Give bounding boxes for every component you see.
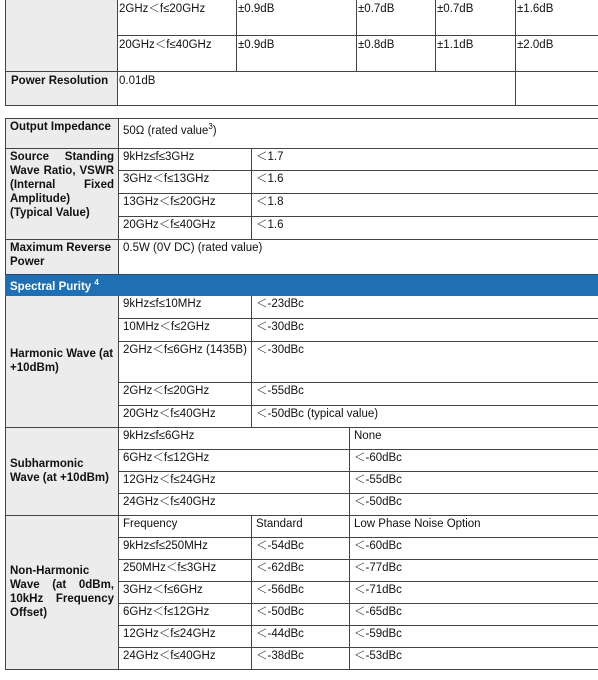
freq-range-cell: 9kHz≤f≤3GHz xyxy=(119,149,252,171)
freq-range-cell: 20GHz＜f≤40GHz xyxy=(119,405,252,427)
value-cell: ＜-30dBc xyxy=(252,341,598,382)
column-header: Frequency xyxy=(119,515,252,537)
value-cell: ＜-23dBc xyxy=(252,295,598,318)
value-cell: ＜1.8 xyxy=(252,194,598,217)
value-cell: ＜-77dBc xyxy=(350,559,598,581)
freq-range-cell: 3GHz＜f≤6GHz xyxy=(119,581,252,603)
value-cell: ±0.7dB xyxy=(357,0,436,36)
freq-range-cell: 3GHz＜f≤13GHz xyxy=(119,171,252,194)
freq-range-cell: 24GHz＜f≤40GHz xyxy=(119,493,350,515)
value-cell: ±1.1dB xyxy=(436,36,516,72)
value-cell: ＜1.7 xyxy=(252,149,598,171)
value-cell: ＜-60dBc xyxy=(350,537,598,559)
table-row xyxy=(6,119,598,149)
freq-range-cell: 20GHz＜f≤40GHz xyxy=(118,36,237,72)
freq-range-cell: 6GHz＜f≤12GHz xyxy=(119,449,350,471)
freq-range-cell: 10MHz＜f≤2GHz xyxy=(119,318,252,341)
section-header xyxy=(6,275,598,296)
freq-range-cell: 9kHz≤f≤250MHz xyxy=(119,537,252,559)
column-header: Low Phase Noise Option xyxy=(350,515,598,537)
value-cell: None xyxy=(350,427,598,449)
freq-range-cell: 20GHz＜f≤40GHz xyxy=(119,217,252,240)
table-row xyxy=(6,0,598,36)
spec-table xyxy=(5,118,598,670)
freq-range-cell: 9kHz≤f≤10MHz xyxy=(119,295,252,318)
value-cell: ＜-50dBc (typical value) xyxy=(252,405,598,427)
value-cell: ±2.0dB xyxy=(516,36,598,72)
freq-range-cell: 12GHz＜f≤24GHz xyxy=(119,625,252,647)
freq-range-cell: 2GHz＜f≤20GHz xyxy=(119,382,252,405)
value-cell: ＜-60dBc xyxy=(350,449,598,471)
table-header-row xyxy=(6,515,598,537)
value-cell: ＜1.6 xyxy=(252,171,598,194)
table-row xyxy=(6,149,598,171)
value-cell: ＜-55dBc xyxy=(350,471,598,493)
value-cell: ＜-30dBc xyxy=(252,318,598,341)
nonharmonic-label: Non-Harmonic Wave (at 0dBm, 10kHz Frequency Offset) xyxy=(6,515,119,669)
table-row xyxy=(6,295,598,318)
row-label-cell xyxy=(6,0,118,72)
freq-range-cell: 12GHz＜f≤24GHz xyxy=(119,471,350,493)
power-resolution-value: 0.01dB xyxy=(118,72,516,106)
value-cell: ＜-65dBc xyxy=(350,603,598,625)
spectral-purity-title: Spectral Purity $^4$ xyxy=(6,275,598,296)
value-cell: ±0.8dB xyxy=(357,36,436,72)
value-cell: ±1.6dB xyxy=(516,0,598,36)
output-impedance-label: Output Impedance xyxy=(6,119,119,149)
value-cell: ±0.7dB xyxy=(436,0,516,36)
freq-range-cell: 13GHz＜f≤20GHz xyxy=(119,194,252,217)
freq-range-cell: 2GHz＜f≤6GHz (1435B) xyxy=(119,341,252,382)
empty-cell xyxy=(516,72,598,106)
amplitude-accuracy-table xyxy=(5,0,598,106)
output-impedance-value: 50Ω (rated value$^3$) xyxy=(119,119,598,149)
value-cell: ＜-62dBc xyxy=(252,559,350,581)
value-cell: ＜-44dBc xyxy=(252,625,350,647)
table-row xyxy=(6,72,598,106)
max-reverse-power-label: Maximum Reverse Power xyxy=(6,240,119,275)
value-cell: ＜-50dBc xyxy=(350,493,598,515)
max-reverse-power-value: 0.5W (0V DC) (rated value) xyxy=(119,240,598,275)
value-cell: ＜1.6 xyxy=(252,217,598,240)
freq-range-cell: 6GHz＜f≤12GHz xyxy=(119,603,252,625)
value-cell: ＜-38dBc xyxy=(252,647,350,669)
vswr-label: Source Standing Wave Ratio, VSWR (Internal Fixed Amplitude) (Typical Value) xyxy=(6,149,119,240)
value-cell: ＜-50dBc xyxy=(252,603,350,625)
value-cell: ＜-59dBc xyxy=(350,625,598,647)
value-cell: ±0.9dB xyxy=(237,0,357,36)
table-row xyxy=(6,240,598,275)
value-cell: ＜-71dBc xyxy=(350,581,598,603)
value-cell: ＜-53dBc xyxy=(350,647,598,669)
subharmonic-label: Subharmonic Wave (at +10dBm) xyxy=(6,427,119,515)
value-cell: ±0.9dB xyxy=(237,36,357,72)
freq-range-cell: 9kHz≤f≤6GHz xyxy=(119,427,350,449)
value-cell: ＜-55dBc xyxy=(252,382,598,405)
freq-range-cell: 24GHz＜f≤40GHz xyxy=(119,647,252,669)
freq-range-cell: 2GHz＜f≤20GHz xyxy=(118,0,237,36)
freq-range-cell: 250MHz＜f≤3GHz xyxy=(119,559,252,581)
value-cell: ＜-54dBc xyxy=(252,537,350,559)
table-row xyxy=(6,427,598,449)
value-cell: ＜-56dBc xyxy=(252,581,350,603)
power-resolution-label: Power Resolution xyxy=(6,72,118,106)
harmonic-label: Harmonic Wave (at +10dBm) xyxy=(6,295,119,427)
column-header: Standard xyxy=(252,515,350,537)
